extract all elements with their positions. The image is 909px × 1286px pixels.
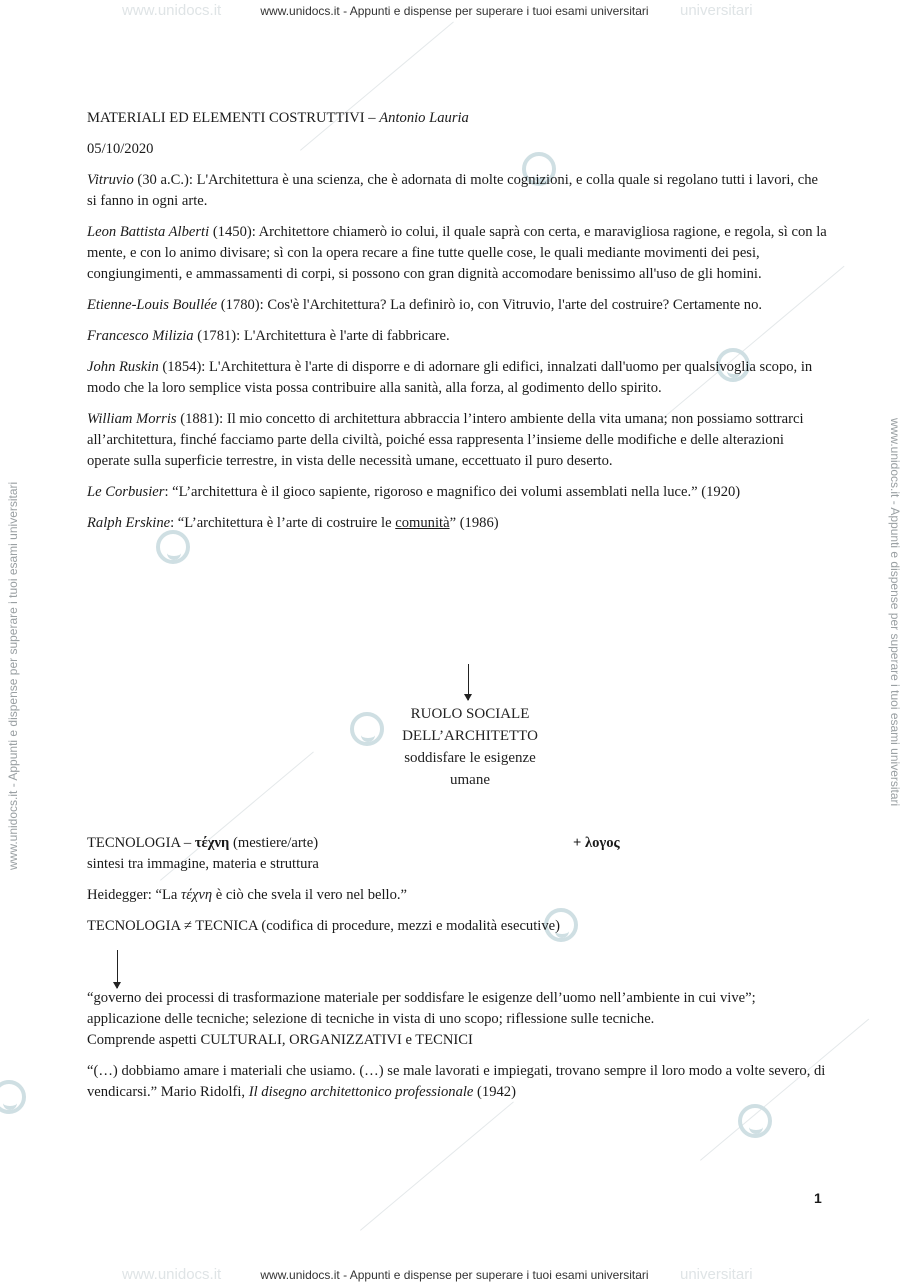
quote-ruskin: John Ruskin (1854): L'Architettura è l'arte di disporre e di adornare gli edifici, innalzati dall'uomo per qualsivoglia scopo, in modo che la loro semplice vista possa contribuire alla sanità, alla forza, al godimento dello spirito. xyxy=(87,359,813,396)
tecnologia-section xyxy=(87,833,827,947)
watermark-ghost-top-right: universitari xyxy=(680,2,753,19)
ruolo-sociale-box xyxy=(360,703,580,791)
page-number: 1 xyxy=(814,1190,822,1206)
heidegger-quote: Heidegger: “La τέχνη è ciò che svela il vero nel bello.” xyxy=(87,887,408,903)
ruolo-line-3: soddisfare le esigenze xyxy=(404,750,536,766)
watermark-side-left: www.unidocs.it - Appunti e dispense per superare i tuoi esami universitari xyxy=(6,481,20,870)
document-date: 05/10/2020 xyxy=(87,141,154,157)
ruolo-line-4: umane xyxy=(450,772,490,788)
document-body xyxy=(87,108,827,544)
quote-vitruvio: Vitruvio (30 a.C.): L'Architettura è una scienza, che è adornata di molte cognizioni, e colla quale si regolano tutti i lavori, che si fanno in ogni arte. xyxy=(87,172,818,209)
watermark-header: www.unidocs.it - Appunti e dispense per superare i tuoi esami universitari xyxy=(260,4,649,18)
ridolfi-quote: “(…) dobbiamo amare i materiali che usiamo. (…) se male lavorati e impiegati, trovano sempre il loro modo a volte severo, di vendicarsi.” Mario Ridolfi, Il disegno architettonico professionale (1942) xyxy=(87,1063,826,1100)
comprende-aspetti: Comprende aspetti CULTURALI, ORGANIZZATIVI e TECNICI xyxy=(87,1032,473,1048)
quote-morris: William Morris (1881): Il mio concetto di architettura abbraccia l’intero ambiente della vita umana; non possiamo sottrarci all’architettura, finché facciamo parte della civiltà, poiché essa rappresenta l’insieme delle modifiche e delle alterazioni operate sulla superficie terrestre, in vista delle necessità umane, eccettuato il puro deserto. xyxy=(87,411,804,469)
tecnologia-heading: TECNOLOGIA – τέχνη (mestiere/arte) + λογος xyxy=(87,833,827,854)
governo-definition: “governo dei processi di trasformazione materiale per soddisfare le esigenze dell’uomo nell’ambiente in cui vive”; applicazione delle tecniche; selezione di tecniche in vista di uno scopo; riflessione sulle tecniche. xyxy=(87,990,756,1027)
quote-erskine: Ralph Erskine: “L’architettura è l’arte di costruire le comunità” (1986) xyxy=(87,515,499,531)
logos-label: + λογος xyxy=(573,835,620,851)
arrow-down xyxy=(468,664,469,700)
watermark-footer: www.unidocs.it - Appunti e dispense per superare i tuoi esami universitari xyxy=(260,1268,649,1282)
unidocs-logo-icon xyxy=(0,1080,26,1114)
watermark-line xyxy=(360,1101,514,1230)
quote-boullee: Etienne-Louis Boullée (1780): Cos'è l'Architettura? La definirò io, con Vitruvio, l'arte del costruire? Certamente no. xyxy=(87,297,763,313)
tecnologia-sintesi: sintesi tra immagine, materia e struttura xyxy=(87,856,319,872)
governo-section xyxy=(87,988,827,1113)
ruolo-line-2: DELL’ARCHITETTO xyxy=(402,728,538,744)
arrow-down-2 xyxy=(117,950,118,988)
watermark-ghost-top: www.unidocs.it xyxy=(122,2,222,19)
quote-milizia: Francesco Milizia (1781): L'Architettura è l'arte di fabbricare. xyxy=(87,328,450,344)
watermark-ghost-bottom-right: universitari xyxy=(680,1266,753,1283)
quote-le-corbusier: Le Corbusier: “L’architettura è il gioco sapiente, rigoroso e magnifico dei volumi assemblati nella luce.” (1920) xyxy=(87,484,741,500)
document-title: MATERIALI ED ELEMENTI COSTRUTTIVI – Antonio Lauria xyxy=(87,110,469,126)
quote-alberti: Leon Battista Alberti (1450): Architettore chiamerò io colui, il quale saprà con certa, e maravigliosa ragione, e regola, sì con la mente, e con lo animo divisare; sì con la opera recare a fine tutte quelle cose, le quali mediante movimenti dei pesi, congiungimenti, e ammassamenti di corpi, si possono con gran dignità accomodare benissimo all'uso de gli homini. xyxy=(87,224,827,282)
tecnologia-tecnica: TECNOLOGIA ≠ TECNICA (codifica di procedure, mezzi e modalità esecutive) xyxy=(87,918,560,934)
watermark-side-right: www.unidocs.it - Appunti e dispense per superare i tuoi esami universitari xyxy=(888,418,902,807)
ruolo-line-1: RUOLO SOCIALE xyxy=(410,706,530,722)
watermark-ghost-bottom: www.unidocs.it xyxy=(122,1266,222,1283)
